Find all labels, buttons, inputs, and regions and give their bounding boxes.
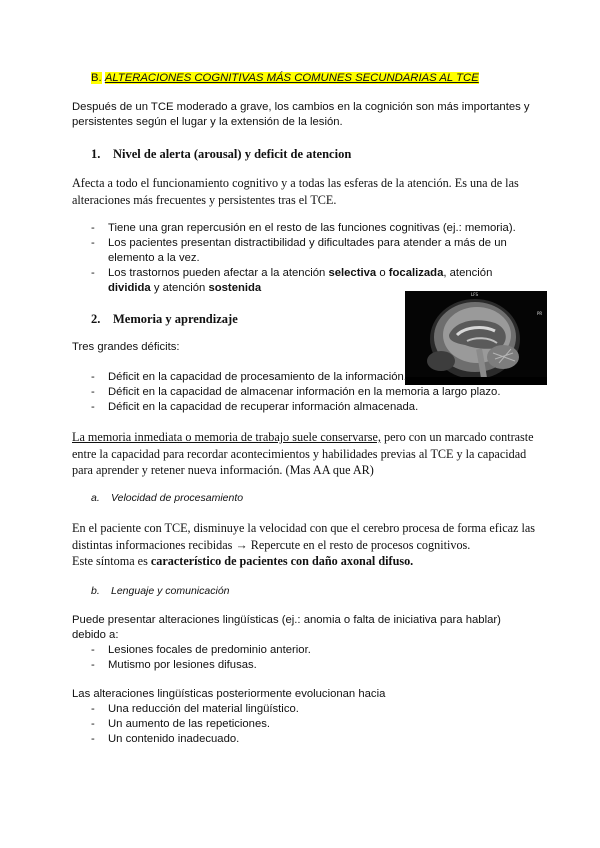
dash-marker: -	[91, 237, 95, 249]
subsection-a-title: Velocidad de procesamiento	[111, 492, 244, 504]
list-item-text: Déficit en la capacidad de almacenar información en la memoria a largo plazo.	[108, 386, 501, 398]
subsection-b-title: Lenguaje y comunicación	[111, 585, 230, 597]
list-item	[91, 236, 531, 266]
section-2-number: 2.	[91, 312, 101, 326]
subsection-b-lead2: Las alteraciones lingüísticas posteriormente evolucionan hacia	[72, 688, 386, 700]
dash-marker: -	[91, 718, 95, 730]
mri-label-right: PR	[537, 311, 543, 316]
subsection-b-list2	[91, 702, 531, 747]
underlined-memory-statement: La memoria inmediata o memoria de trabajo suele conservarse,	[72, 430, 381, 444]
section-b-letter: B.	[91, 72, 102, 84]
subsection-a-paragraph: En el paciente con TCE, disminuye la velocidad con que el cerebro procesa de forma eficaz las distintas informaciones recibidas → Repercute en el resto de procesos cognitivos. Este síntoma es característico de pacientes con daño axonal difuso.	[72, 521, 536, 568]
section-b-heading	[91, 71, 479, 85]
dash-marker: -	[91, 401, 95, 413]
subsection-b-paragraph: Puede presentar alteraciones lingüísticas (ej.: anomia o falta de iniciativa para hablar) debido a:	[72, 614, 501, 641]
list-item-text: Tiene una gran repercusión en el resto de las funciones cognitivas (ej.: memoria).	[108, 222, 516, 234]
section-b-title: ALTERACIONES COGNITIVAS MÁS COMUNES SECUNDARIAS AL TCE	[104, 72, 479, 84]
section-2-heading	[91, 311, 238, 327]
subsection-a-text: En el paciente con TCE, disminuye la velocidad con que el cerebro procesa de forma eficaz las distintas informaciones recibidas → Repercute en el resto de procesos cognitivos.	[72, 521, 536, 552]
mri-label-top: LFS	[471, 292, 478, 297]
list-item	[91, 385, 531, 400]
list-item-text: Lesiones focales de predominio anterior.	[108, 644, 311, 656]
dash-marker: -	[91, 386, 95, 398]
dash-marker: -	[91, 371, 95, 383]
diffuse-axonal-damage-note: característico de pacientes con daño axonal difuso.	[150, 554, 414, 568]
subsection-b-letter: b.	[91, 585, 100, 597]
list-item	[91, 732, 531, 747]
list-item	[91, 702, 531, 717]
list-item-text: Un aumento de las repeticiones.	[108, 718, 271, 730]
list-item	[91, 400, 531, 415]
list-item	[91, 221, 531, 236]
list-item	[91, 643, 531, 658]
section-2-paragraph-rest: pero con un marcado contraste entre la capacidad para recordar acontecimientos y habilidades previas al TCE y la capacidad para aprender y retener nueva información. (Mas AA que AR)	[72, 430, 534, 477]
list-item-text: Los pacientes presentan distractibilidad y dificultades para atender a más de un elemento a la vez.	[108, 237, 507, 264]
subsection-b-heading	[91, 584, 230, 598]
list-item	[91, 658, 531, 673]
list-item	[91, 717, 531, 732]
section-2-paragraph	[72, 429, 550, 479]
subsection-a-heading	[91, 491, 243, 505]
section-1-title: Nivel de alerta (arousal) y deficit de atencion	[113, 147, 352, 161]
subsection-a-letter: a.	[91, 492, 100, 504]
subsection-b-list	[91, 643, 531, 673]
section-1-list	[91, 221, 531, 296]
list-item	[91, 370, 531, 385]
section-2-title: Memoria y aprendizaje	[113, 312, 238, 326]
section-1-number: 1.	[91, 147, 101, 161]
list-item-text: Los trastornos pueden afectar a la atención selectiva o focalizada, atención dividida y atención sostenida	[108, 267, 493, 294]
section-2-lead: Tres grandes déficits:	[72, 341, 180, 353]
dash-marker: -	[91, 659, 95, 671]
section-1-paragraph: Afecta a todo el funcionamiento cognitivo y a todas las esferas de la atención. Es una de las alteraciones más frecuentes y persistentes tras el TCE.	[72, 176, 519, 207]
dash-marker: -	[91, 644, 95, 656]
dash-marker: -	[91, 733, 95, 745]
dash-marker: -	[91, 222, 95, 234]
list-item-text: Déficit en la capacidad de procesamiento de la información.	[108, 371, 407, 383]
section-1-heading	[91, 146, 351, 162]
list-item-text: Mutismo por lesiones difusas.	[108, 659, 257, 671]
list-item-text: Déficit en la capacidad de recuperar información almacenada.	[108, 401, 419, 413]
dash-marker: -	[91, 267, 95, 279]
dash-marker: -	[91, 703, 95, 715]
section-2-list	[91, 370, 531, 415]
list-item-text: Un contenido inadecuado.	[108, 733, 240, 745]
intro-paragraph: Después de un TCE moderado a grave, los cambios en la cognición son más importantes y persistentes según el lugar y la extensión de la lesión.	[72, 101, 530, 128]
list-item-text: Una reducción del material lingüístico.	[108, 703, 299, 715]
